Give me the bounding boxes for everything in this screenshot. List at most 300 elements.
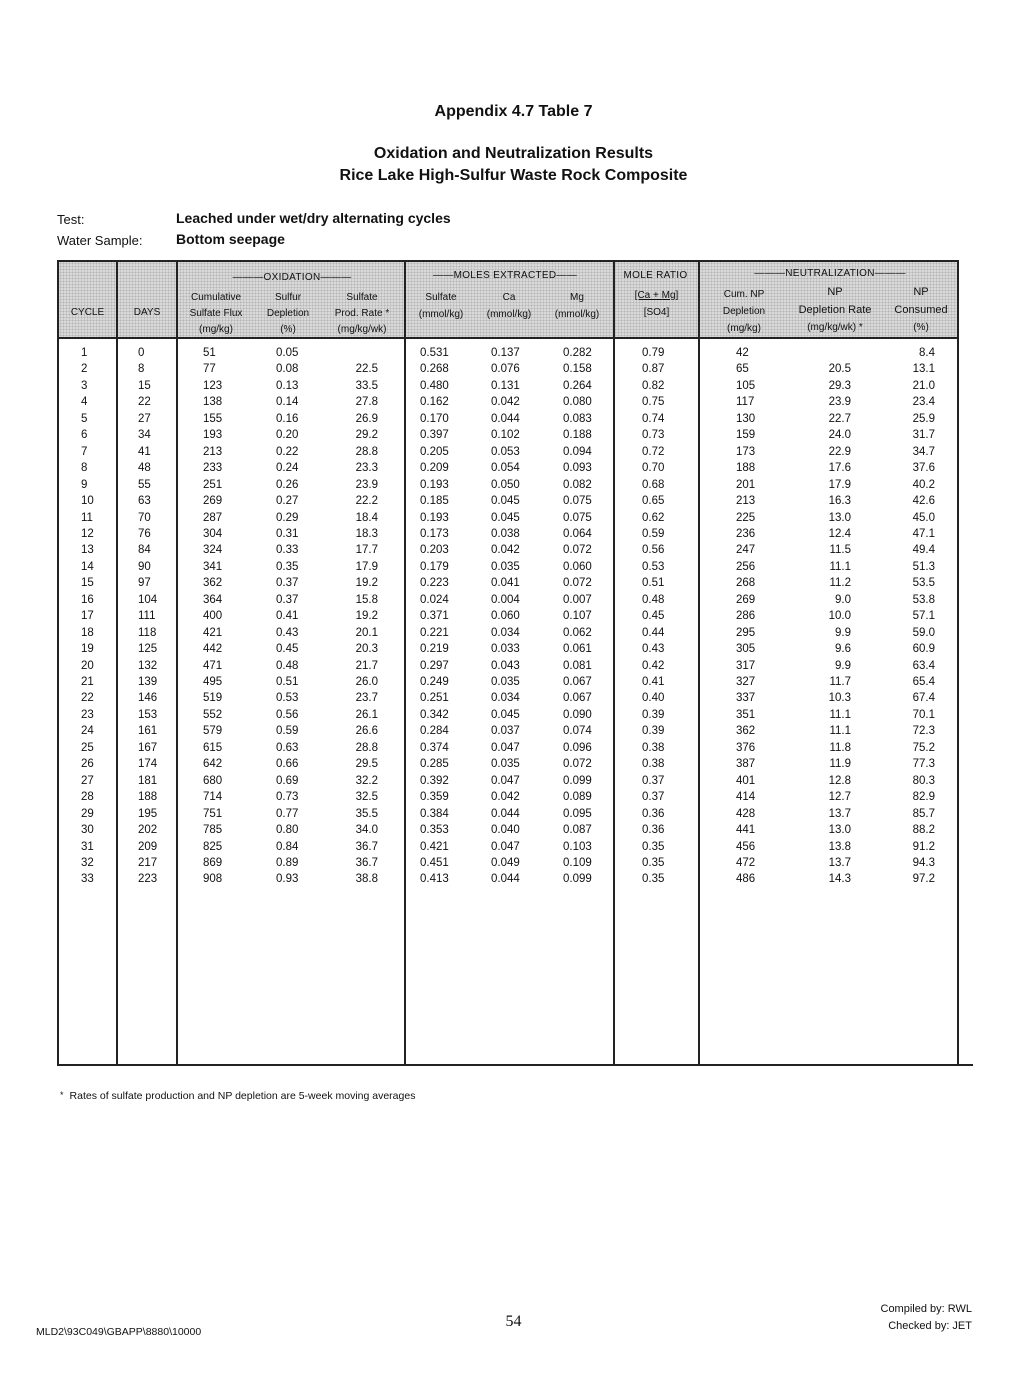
cell-mg-mmol: 0.083: [563, 412, 592, 425]
cell-sulfur-depletion: 0.22: [276, 445, 299, 458]
cell-np-consumed: 45.0: [912, 511, 935, 524]
cell-np-consumed: 21.0: [912, 379, 935, 392]
cell-np-depletion-rate: 12.4: [828, 527, 851, 540]
cell-mole-ratio: 0.62: [642, 511, 665, 524]
cell-cum-sulfate-flux: 869: [203, 856, 223, 869]
cell-np-depletion: 327: [736, 676, 756, 688]
cell-sulfur-depletion: 0.59: [276, 725, 299, 738]
cell-sulfur-depletion: 0.27: [276, 495, 299, 508]
cell-sulfate-mmol: 0.193: [420, 478, 449, 491]
cell-cycle: 32: [81, 856, 94, 869]
cell-np-depletion: 486: [736, 873, 756, 886]
cell-sulfate-prod-rate: 32.2: [355, 774, 378, 787]
cell-mg-mmol: 0.061: [563, 643, 592, 656]
cell-np-depletion: 351: [736, 708, 756, 721]
cell-np-depletion: 213: [736, 495, 756, 508]
cell-mole-ratio: 0.79: [642, 347, 665, 359]
cell-np-depletion: 188: [736, 462, 756, 475]
cell-np-consumed: 88.2: [912, 824, 935, 837]
cell-cycle: 9: [81, 478, 88, 491]
cell-ca-mmol: 0.042: [491, 544, 520, 557]
cell-mg-mmol: 0.095: [563, 807, 592, 820]
cell-days: 34: [138, 429, 151, 442]
cell-days: 84: [138, 544, 151, 557]
cell-np-depletion: 236: [736, 527, 756, 540]
cell-np-consumed: 72.3: [912, 725, 935, 738]
cell-np-depletion-rate: 24.0: [828, 429, 851, 442]
cell-ca-mmol: 0.131: [491, 379, 520, 392]
cell-mg-mmol: 0.075: [563, 511, 592, 524]
cell-np-depletion-rate: 10.3: [828, 692, 851, 705]
column-header-mg-mmol: Mg (mmol/kg): [554, 292, 600, 320]
cell-sulfate-prod-rate: 23.9: [355, 478, 378, 491]
cell-sulfate-mmol: 0.353: [420, 824, 449, 837]
cell-sulfur-depletion: 0.80: [276, 824, 299, 837]
cell-np-depletion-rate: 16.3: [828, 495, 851, 508]
column-header-ca-mmol: Ca (mmol/kg): [486, 292, 532, 320]
cell-mg-mmol: 0.096: [563, 741, 592, 754]
cell-sulfate-mmol: 0.297: [420, 659, 449, 672]
cell-cum-sulfate-flux: 193: [203, 429, 223, 442]
cell-ca-mmol: 0.045: [491, 511, 520, 524]
cell-sulfate-mmol: 0.268: [420, 363, 449, 376]
cell-sulfur-depletion: 0.89: [276, 856, 299, 869]
column-header-np-depletion-rate: NP Depletion Rate (mg/kg/wk) *: [798, 286, 872, 333]
cell-cum-sulfate-flux: 495: [203, 676, 223, 688]
cell-cycle: 2: [81, 363, 88, 376]
cell-sulfur-depletion: 0.08: [276, 363, 299, 376]
cell-days: 153: [138, 708, 158, 721]
cell-sulfate-prod-rate: 17.9: [355, 560, 378, 573]
cell-ca-mmol: 0.035: [491, 560, 520, 573]
cell-np-depletion: 65: [736, 363, 749, 376]
cell-mg-mmol: 0.080: [563, 396, 592, 409]
cell-cum-sulfate-flux: 519: [203, 692, 223, 705]
cell-cum-sulfate-flux: 155: [203, 412, 223, 425]
cell-sulfate-mmol: 0.384: [420, 807, 449, 820]
cell-np-depletion-rate: 12.8: [828, 774, 851, 787]
cell-cycle: 27: [81, 774, 94, 787]
cell-sulfate-mmol: 0.451: [420, 856, 449, 869]
cell-cum-sulfate-flux: 825: [203, 840, 223, 853]
cell-days: 167: [138, 741, 158, 754]
cell-cycle: 26: [81, 758, 94, 771]
column-divider: [698, 260, 700, 1066]
cell-np-depletion-rate: 11.8: [829, 741, 851, 754]
cell-sulfur-depletion: 0.37: [276, 577, 299, 590]
cell-mg-mmol: 0.060: [563, 560, 592, 573]
cell-days: 0: [138, 347, 145, 359]
cell-mole-ratio: 0.36: [642, 807, 665, 820]
cell-sulfate-mmol: 0.371: [420, 610, 449, 623]
cell-np-depletion-rate: 29.3: [828, 379, 851, 392]
cell-mg-mmol: 0.087: [563, 824, 592, 837]
cell-np-consumed: 75.2: [912, 741, 935, 754]
cell-np-depletion: 225: [736, 511, 756, 524]
page-number: 54: [505, 1313, 522, 1330]
cell-np-consumed: 85.7: [912, 807, 935, 820]
cell-np-depletion: 247: [736, 544, 756, 557]
cell-mole-ratio: 0.36: [642, 824, 665, 837]
cell-cum-sulfate-flux: 123: [203, 379, 223, 392]
cell-cum-sulfate-flux: 680: [203, 774, 223, 787]
cell-mg-mmol: 0.094: [563, 445, 592, 458]
cell-np-consumed: 77.3: [912, 758, 935, 771]
cell-np-depletion-rate: 9.6: [835, 643, 851, 656]
column-divider: [404, 260, 406, 1066]
cell-cycle: 11: [81, 511, 93, 524]
cell-np-depletion-rate: 11.1: [829, 708, 851, 721]
footnote: * Rates of sulfate production and NP depletion are 5-week moving averages: [60, 1090, 416, 1102]
cell-np-depletion: 173: [736, 445, 756, 458]
water-sample-value: Bottom seepage: [176, 231, 285, 247]
file-path: MLD2\93C049\GBAPP\8880\10000: [36, 1326, 202, 1338]
cell-np-depletion: 337: [736, 692, 756, 705]
cell-sulfate-mmol: 0.170: [420, 412, 449, 425]
cell-np-depletion-rate: 11.2: [829, 577, 851, 590]
cell-cum-sulfate-flux: 324: [203, 544, 223, 557]
cell-days: 118: [138, 626, 157, 639]
cell-ca-mmol: 0.033: [491, 643, 520, 656]
cell-sulfate-mmol: 0.421: [420, 840, 449, 853]
cell-ca-mmol: 0.044: [491, 873, 520, 886]
cell-cycle: 16: [81, 593, 94, 606]
cell-np-depletion-rate: 12.7: [828, 791, 851, 804]
cell-days: 27: [138, 412, 151, 425]
cell-days: 55: [138, 478, 151, 491]
column-divider: [176, 260, 178, 1066]
cell-sulfur-depletion: 0.33: [276, 544, 299, 557]
cell-ca-mmol: 0.034: [491, 626, 520, 639]
cell-sulfate-prod-rate: 29.2: [355, 429, 378, 442]
cell-np-depletion-rate: 9.0: [835, 593, 851, 606]
cell-sulfur-depletion: 0.66: [276, 758, 299, 771]
cell-np-consumed: 31.7: [912, 429, 935, 442]
cell-np-depletion-rate: 13.0: [828, 511, 851, 524]
cell-np-depletion: 376: [736, 741, 756, 754]
cell-sulfate-mmol: 0.219: [420, 643, 449, 656]
cell-np-consumed: 57.1: [912, 610, 935, 623]
cell-np-depletion-rate: 11.5: [829, 544, 851, 557]
cell-sulfate-prod-rate: 22.5: [355, 363, 378, 376]
cell-mole-ratio: 0.74: [642, 412, 665, 425]
cell-np-depletion-rate: 22.9: [828, 445, 851, 458]
cell-np-consumed: 49.4: [912, 544, 935, 557]
cell-mg-mmol: 0.062: [563, 626, 592, 639]
cell-cycle: 14: [81, 560, 94, 573]
cell-sulfate-mmol: 0.397: [420, 429, 449, 442]
cell-np-consumed: 23.4: [912, 396, 935, 409]
cell-mole-ratio: 0.38: [642, 741, 665, 754]
cell-sulfate-mmol: 0.162: [420, 396, 449, 409]
cell-mole-ratio: 0.82: [642, 379, 665, 392]
column-divider: [116, 260, 118, 1066]
page-title: Appendix 4.7 Table 7: [434, 103, 593, 120]
cell-mole-ratio: 0.75: [642, 396, 665, 409]
cell-cycle: 15: [81, 577, 94, 590]
cell-ca-mmol: 0.050: [491, 478, 520, 491]
cell-np-depletion: 269: [736, 593, 756, 606]
cell-ca-mmol: 0.042: [491, 791, 520, 804]
cell-mole-ratio: 0.48: [642, 593, 665, 606]
cell-np-consumed: 80.3: [912, 774, 935, 787]
cell-cycle: 19: [81, 643, 94, 656]
cell-cycle: 29: [81, 807, 94, 820]
cell-cum-sulfate-flux: 364: [203, 593, 223, 606]
cell-np-depletion: 295: [736, 626, 756, 639]
cell-np-consumed: 53.5: [912, 577, 935, 590]
cell-cycle: 30: [81, 824, 94, 837]
cell-cycle: 17: [81, 610, 94, 623]
cell-cum-sulfate-flux: 213: [203, 445, 223, 458]
cell-sulfate-mmol: 0.342: [420, 708, 449, 721]
cell-sulfate-mmol: 0.249: [420, 676, 449, 688]
column-header-sulfate-prod-rate: Sulfate Prod. Rate * (mg/kg/wk): [334, 292, 390, 335]
cell-ca-mmol: 0.035: [491, 676, 520, 688]
cell-sulfate-mmol: 0.284: [420, 725, 449, 738]
cell-cum-sulfate-flux: 362: [203, 577, 223, 590]
cell-sulfur-depletion: 0.20: [276, 429, 299, 442]
cell-mole-ratio: 0.56: [642, 544, 665, 557]
cell-sulfur-depletion: 0.43: [276, 626, 299, 639]
cell-mole-ratio: 0.87: [642, 363, 665, 376]
cell-np-depletion-rate: 9.9: [835, 626, 851, 639]
cell-sulfur-depletion: 0.13: [276, 379, 299, 392]
cell-ca-mmol: 0.034: [491, 692, 520, 705]
cell-mole-ratio: 0.37: [642, 791, 665, 804]
cell-cum-sulfate-flux: 615: [203, 741, 223, 754]
cell-np-depletion: 441: [736, 824, 756, 837]
cell-mg-mmol: 0.282: [563, 347, 592, 359]
cell-ca-mmol: 0.040: [491, 824, 520, 837]
cell-cycle: 13: [81, 544, 94, 557]
cell-sulfate-prod-rate: 29.5: [355, 758, 378, 771]
cell-mole-ratio: 0.65: [642, 495, 665, 508]
cell-cum-sulfate-flux: 908: [203, 873, 223, 886]
cell-sulfate-mmol: 0.374: [420, 741, 449, 754]
cell-np-consumed: 82.9: [912, 791, 935, 804]
cell-cycle: 4: [81, 396, 88, 409]
compiled-by: Compiled by: RWL: [880, 1303, 972, 1315]
cell-sulfur-depletion: 0.05: [276, 347, 299, 359]
cell-sulfur-depletion: 0.16: [276, 412, 299, 425]
cell-sulfate-prod-rate: 26.1: [355, 708, 378, 721]
cell-cum-sulfate-flux: 138: [203, 396, 223, 409]
cell-np-depletion-rate: 23.9: [828, 396, 851, 409]
cell-sulfate-mmol: 0.359: [420, 791, 449, 804]
cell-days: 174: [138, 758, 158, 771]
cell-sulfate-prod-rate: 23.3: [355, 462, 378, 475]
cell-sulfur-depletion: 0.51: [276, 676, 299, 688]
cell-np-depletion-rate: 13.7: [828, 856, 851, 869]
cell-sulfur-depletion: 0.48: [276, 659, 299, 672]
cell-sulfate-mmol: 0.223: [420, 577, 449, 590]
cell-cum-sulfate-flux: 579: [203, 725, 223, 738]
cell-days: 41: [138, 445, 151, 458]
cell-mg-mmol: 0.158: [563, 363, 592, 376]
cell-cum-sulfate-flux: 471: [203, 659, 223, 672]
cell-cycle: 31: [81, 840, 94, 853]
cell-days: 132: [138, 659, 158, 672]
cell-np-consumed: 47.1: [912, 527, 935, 540]
cell-cum-sulfate-flux: 642: [203, 758, 223, 771]
cell-np-depletion: 268: [736, 577, 756, 590]
cell-ca-mmol: 0.045: [491, 495, 520, 508]
cell-np-depletion: 472: [736, 856, 756, 869]
cell-sulfur-depletion: 0.14: [276, 396, 299, 409]
cell-cum-sulfate-flux: 400: [203, 610, 223, 623]
cell-mg-mmol: 0.107: [563, 610, 592, 623]
cell-np-consumed: 67.4: [912, 692, 935, 705]
cell-np-consumed: 42.6: [912, 495, 935, 508]
cell-mole-ratio: 0.35: [642, 840, 665, 853]
cell-days: 90: [138, 560, 151, 573]
cell-mg-mmol: 0.188: [563, 429, 592, 442]
cell-sulfate-mmol: 0.205: [420, 445, 449, 458]
cell-ca-mmol: 0.049: [491, 856, 520, 869]
cell-ca-mmol: 0.054: [491, 462, 520, 475]
cell-sulfate-prod-rate: 33.5: [355, 379, 378, 392]
cell-np-depletion-rate: 11.7: [829, 676, 851, 688]
cell-np-depletion: 414: [736, 791, 756, 804]
cell-cum-sulfate-flux: 785: [203, 824, 223, 837]
cell-np-depletion: 159: [736, 429, 756, 442]
cell-sulfur-depletion: 0.77: [276, 807, 299, 820]
cell-cum-sulfate-flux: 51: [203, 347, 216, 359]
cell-sulfur-depletion: 0.73: [276, 791, 299, 804]
cell-days: 70: [138, 511, 151, 524]
cell-ca-mmol: 0.035: [491, 758, 520, 771]
cell-np-depletion: 317: [736, 659, 756, 672]
table-subtitle: Oxidation and Neutralization Results: [373, 145, 654, 162]
cell-sulfur-depletion: 0.37: [276, 593, 299, 606]
cell-mole-ratio: 0.53: [642, 560, 665, 573]
cell-np-depletion-rate: 17.9: [828, 478, 851, 491]
cell-cum-sulfate-flux: 77: [203, 363, 216, 376]
cell-sulfur-depletion: 0.93: [276, 873, 299, 886]
cell-np-depletion-rate: 11.9: [829, 758, 851, 771]
cell-mole-ratio: 0.59: [642, 527, 665, 540]
cell-days: 161: [138, 725, 158, 738]
cell-ca-mmol: 0.042: [491, 396, 520, 409]
cell-mg-mmol: 0.103: [563, 840, 592, 853]
cell-np-consumed: 60.9: [912, 643, 935, 656]
cell-np-depletion: 42: [736, 347, 749, 359]
cell-np-depletion-rate: 22.7: [828, 412, 851, 425]
cell-np-depletion-rate: 13.7: [828, 807, 851, 820]
cell-cycle: 18: [81, 626, 94, 639]
column-header-mole-ratio: [Ca + Mg] [SO4]: [634, 290, 679, 318]
cell-cycle: 20: [81, 659, 94, 672]
cell-sulfate-prod-rate: 20.1: [355, 626, 378, 639]
cell-np-consumed: 40.2: [912, 478, 935, 491]
cell-sulfate-prod-rate: 28.8: [355, 741, 378, 754]
cell-days: 146: [138, 692, 158, 705]
cell-days: 15: [138, 379, 151, 392]
cell-np-depletion: 286: [736, 610, 756, 623]
cell-sulfur-depletion: 0.26: [276, 478, 299, 491]
cell-mole-ratio: 0.35: [642, 856, 665, 869]
cell-mg-mmol: 0.089: [563, 791, 592, 804]
cell-mole-ratio: 0.70: [642, 462, 665, 475]
cell-ca-mmol: 0.045: [491, 708, 520, 721]
cell-mole-ratio: 0.73: [642, 429, 665, 442]
cell-days: 63: [138, 495, 151, 508]
column-divider: [613, 260, 615, 1066]
cell-np-depletion-rate: 10.0: [828, 610, 851, 623]
cell-days: 188: [138, 791, 158, 804]
test-value: Leached under wet/dry alternating cycles: [176, 210, 451, 226]
cell-np-consumed: 53.8: [912, 593, 935, 606]
cell-mole-ratio: 0.39: [642, 725, 665, 738]
column-header-sulfur-depletion: Sulfur Depletion (%): [266, 292, 310, 335]
cell-np-depletion-rate: 20.5: [828, 363, 851, 376]
cell-cycle: 3: [81, 379, 88, 392]
cell-np-depletion: 130: [736, 412, 756, 425]
cell-sulfate-prod-rate: 20.3: [355, 643, 378, 656]
cell-cum-sulfate-flux: 552: [203, 708, 223, 721]
cell-sulfate-prod-rate: 32.5: [355, 791, 378, 804]
cell-ca-mmol: 0.041: [491, 577, 520, 590]
cell-sulfate-prod-rate: 36.7: [355, 840, 378, 853]
cell-np-consumed: 91.2: [912, 840, 935, 853]
cell-np-depletion-rate: 11.1: [829, 725, 851, 738]
cell-ca-mmol: 0.043: [491, 659, 520, 672]
cell-np-consumed: 65.4: [912, 676, 935, 688]
cell-days: 195: [138, 807, 158, 820]
cell-days: 97: [138, 577, 151, 590]
cell-ca-mmol: 0.076: [491, 363, 520, 376]
cell-sulfate-mmol: 0.209: [420, 462, 449, 475]
cell-sulfur-depletion: 0.56: [276, 708, 299, 721]
cell-sulfate-prod-rate: 27.8: [355, 396, 378, 409]
cell-mg-mmol: 0.007: [563, 593, 592, 606]
cell-days: 223: [138, 873, 158, 886]
cell-days: 139: [138, 676, 158, 688]
cell-sulfur-depletion: 0.24: [276, 462, 299, 475]
cell-sulfur-depletion: 0.53: [276, 692, 299, 705]
cell-sulfate-prod-rate: 15.8: [355, 593, 378, 606]
cell-cum-sulfate-flux: 287: [203, 511, 223, 524]
cell-days: 209: [138, 840, 158, 853]
cell-np-consumed: 70.1: [912, 708, 935, 721]
cell-sulfate-mmol: 0.173: [420, 527, 449, 540]
cell-sulfate-prod-rate: 26.6: [355, 725, 378, 738]
cell-sulfate-prod-rate: 35.5: [355, 807, 378, 820]
cell-sulfate-mmol: 0.203: [420, 544, 449, 557]
cell-cycle: 23: [81, 708, 94, 721]
cell-mg-mmol: 0.109: [563, 856, 592, 869]
cell-cum-sulfate-flux: 421: [203, 626, 223, 639]
cell-days: 8: [138, 363, 145, 376]
cell-np-consumed: 51.3: [912, 560, 935, 573]
cell-mg-mmol: 0.081: [563, 659, 592, 672]
cell-sulfate-prod-rate: 23.7: [355, 692, 378, 705]
cell-np-depletion-rate: 14.3: [828, 873, 851, 886]
cell-days: 217: [138, 856, 158, 869]
cell-sulfate-mmol: 0.531: [420, 347, 449, 359]
cell-sulfate-prod-rate: 17.7: [355, 544, 378, 557]
cell-cycle: 1: [81, 347, 88, 359]
cell-np-consumed: 63.4: [912, 659, 935, 672]
cell-cycle: 7: [81, 445, 88, 458]
table-bottom-tick: [957, 1064, 973, 1066]
cell-sulfur-depletion: 0.84: [276, 840, 299, 853]
column-header-cum-sulfate-flux: Cumulative Sulfate Flux (mg/kg): [189, 292, 243, 335]
cell-sulfate-prod-rate: 18.4: [355, 511, 378, 524]
column-header-cum-np-depletion: Cum. NP Depletion (mg/kg): [722, 289, 766, 334]
cell-cum-sulfate-flux: 304: [203, 527, 223, 540]
